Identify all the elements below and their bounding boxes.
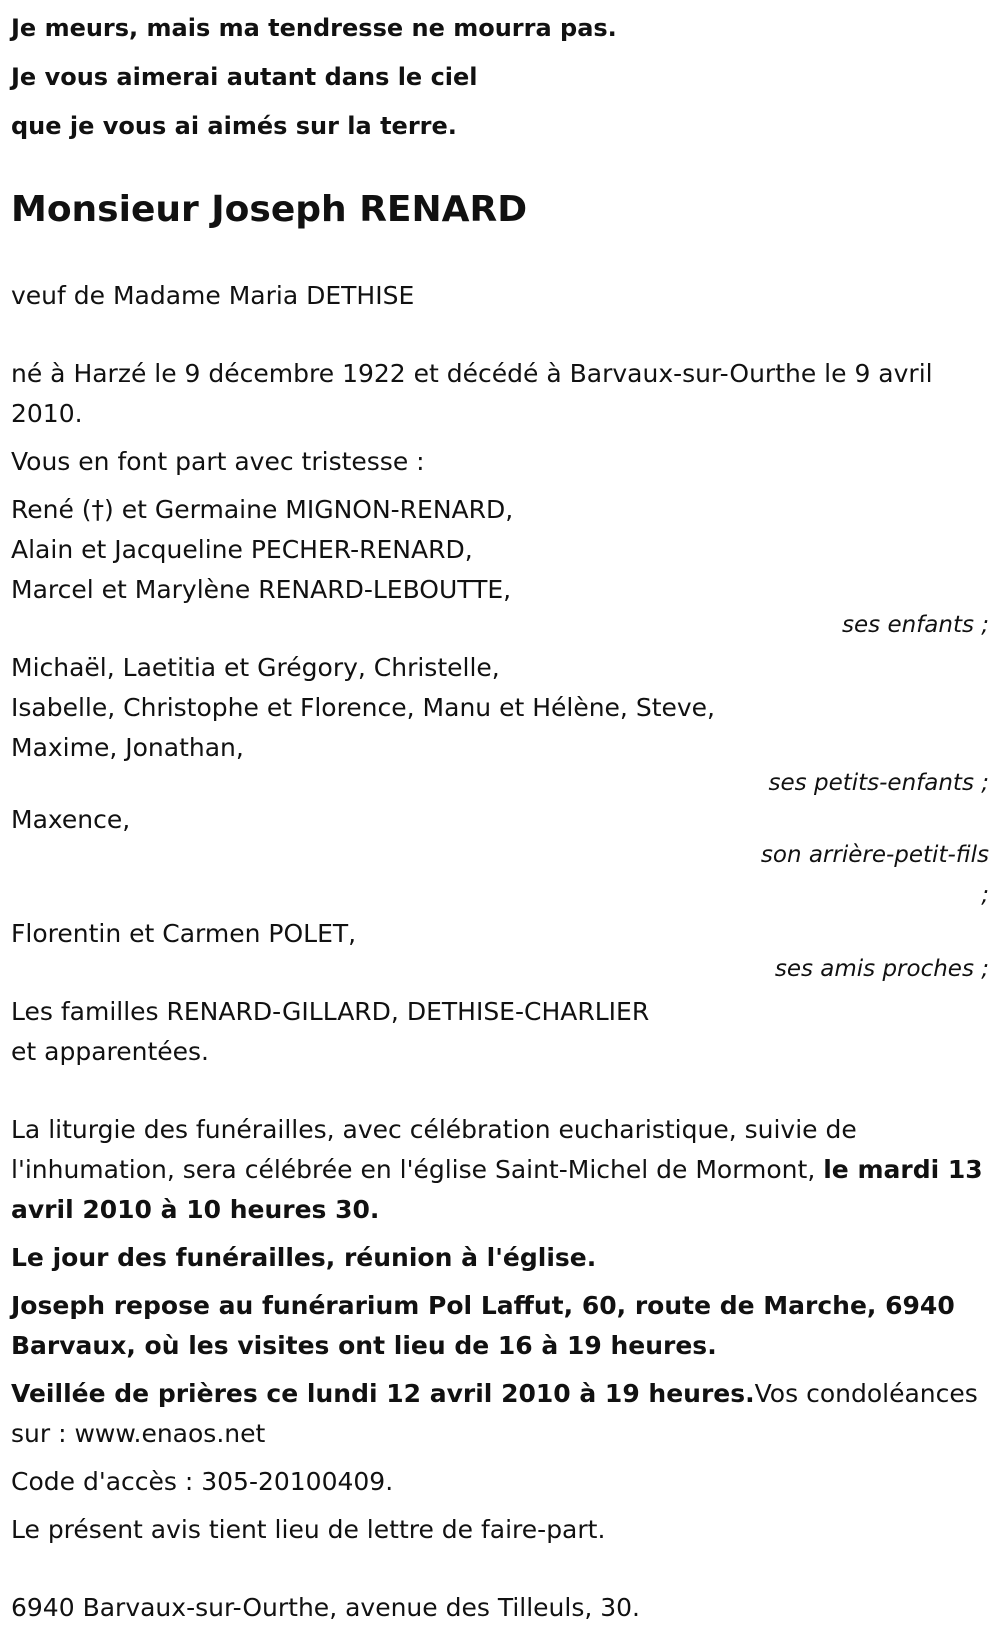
grandchild-line: Michaël, Laetitia et Grégory, Christelle, <box>11 653 500 682</box>
notice-text: Le présent avis tient lieu de lettre de faire-part. <box>11 1515 606 1544</box>
families-line: Les familles RENARD-GILLARD, DETHISE-CHARLIER <box>11 997 650 1026</box>
quote-line: Je vous aimerai autant dans le ciel <box>11 63 478 91</box>
deceased-name: Monsieur Joseph RENARD <box>11 189 528 230</box>
families-block <box>11 992 989 1072</box>
condolences-note: Vos condoléances sur : www.enaos.net <box>11 1379 978 1448</box>
liturgy-date: le mardi 13 avril 2010 à 10 heures 30. <box>11 1155 983 1224</box>
grandchildren-block <box>11 648 989 798</box>
widower-of: veuf de Madame Maria DETHISE <box>11 281 415 310</box>
great-grandchild-block <box>11 800 989 910</box>
birth-death: né à Harzé le 9 décembre 1922 et décédé à Barvaux-sur-Ourthe le 9 avril 2010. <box>11 359 933 428</box>
grandchildren-role: ses petits-enfants ; <box>768 770 989 796</box>
address: 6940 Barvaux-sur-Ourthe, avenue des Tilleuls, 30. <box>11 1593 641 1622</box>
friends-role: ses amis proches ; <box>774 956 989 982</box>
grandchild-line: Isabelle, Christophe et Florence, Manu et Hélène, Steve, <box>11 693 716 722</box>
quote-block <box>11 4 989 151</box>
vigil-note: Veillée de prières ce lundi 12 avril 2010 à 19 heures. <box>11 1379 755 1408</box>
grandchild-line: Maxime, Jonathan, <box>11 733 244 762</box>
vigil-paragraph <box>11 1374 989 1454</box>
children-block <box>11 490 989 640</box>
access-code: Code d'accès : 305-20100409. <box>11 1467 394 1496</box>
children-role: ses enfants ; <box>842 612 989 638</box>
great-grandchild-role-end: ; <box>981 882 989 908</box>
intro-text: Vous en font part avec tristesse : <box>11 447 425 476</box>
child-line: Marcel et Marylène RENARD-LEBOUTTE, <box>11 575 512 604</box>
quote-line: que je vous ai aimés sur la terre. <box>11 112 457 140</box>
meeting-note: Le jour des funérailles, réunion à l'église. <box>11 1243 597 1272</box>
liturgy-paragraph <box>11 1110 989 1230</box>
child-line: René (†) et Germaine MIGNON-RENARD, <box>11 495 514 524</box>
families-line: et apparentées. <box>11 1037 209 1066</box>
child-line: Alain et Jacqueline PECHER-RENARD, <box>11 535 473 564</box>
rest-note: Joseph repose au funérarium Pol Laffut, 60, route de Marche, 6940 Barvaux, où les visites ont lieu de 16 à 19 heures. <box>11 1291 955 1360</box>
great-grandchild-role: son arrière-petit-fils <box>760 842 989 868</box>
quote-line: Je meurs, mais ma tendresse ne mourra pas. <box>11 14 617 42</box>
friends-block <box>11 914 989 984</box>
friends: Florentin et Carmen POLET, <box>11 919 357 948</box>
obituary-notice <box>0 4 1000 1622</box>
great-grandchild: Maxence, <box>11 805 131 834</box>
liturgy-text: La liturgie des funérailles, avec célébration eucharistique, suivie de l'inhumation, sera célébrée en l'église Saint-Michel de Mormont, <box>11 1115 857 1184</box>
